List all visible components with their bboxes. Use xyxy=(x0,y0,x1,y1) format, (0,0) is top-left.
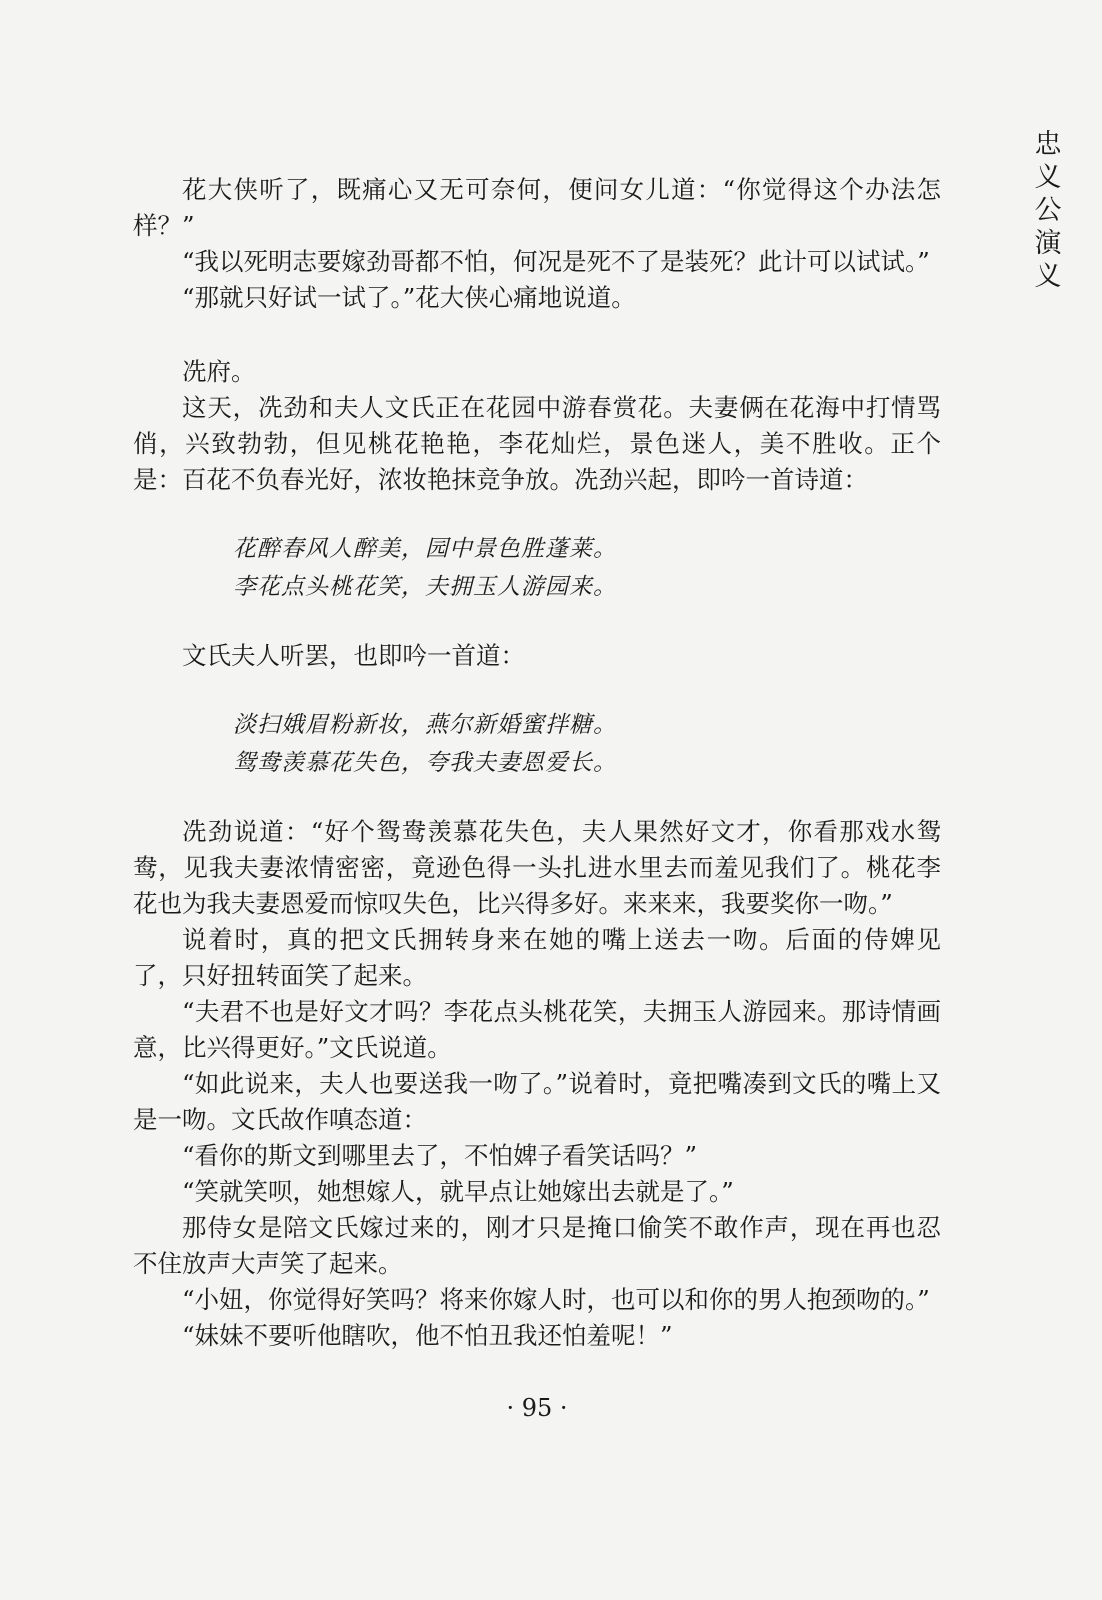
paragraph: “那就只好试一试了。”花大侠心痛地说道。 xyxy=(182,283,636,312)
poem-spacer xyxy=(133,782,941,814)
paragraph: “妹妹不要听他瞎吹，他不怕丑我还怕羞呢！” xyxy=(182,1321,673,1350)
paragraph: “我以死明志要嫁劲哥都不怕，何况是死不了是装死？此计可以试试。” xyxy=(182,247,930,276)
paragraph: 那侍女是陪文氏嫁过来的，刚才只是掩口偷笑不敢作声，现在再也忍不住放声大声笑了起来。 xyxy=(133,1213,941,1278)
paragraph: 冼劲说道：“好个鸳鸯羡慕花失色，夫人果然好文才，你看那戏水鸳鸯，见我夫妻浓情密密，竟逊色得一头扎进水里去而羞见我们了。桃花李花也为我夫妻恩爱而惊叹失色，比兴得多好。来来来，我要奖你一吻。” xyxy=(133,817,941,918)
poem-line: 花醉春风人醉美，园中景色胜蓬莱。 xyxy=(233,536,617,562)
poem-spacer xyxy=(133,606,941,638)
paragraph: 花大侠听了，既痛心又无可奈何，便问女儿道：“你觉得这个办法怎样？” xyxy=(133,175,941,240)
paragraph: “笑就笑呗，她想嫁人，就早点让她嫁出去就是了。” xyxy=(182,1177,734,1206)
paragraph: 文氏夫人听罢，也即吟一首道： xyxy=(182,641,525,670)
paragraph: “看你的斯文到哪里去了，不怕婢子看笑话吗？” xyxy=(182,1141,698,1170)
paragraph: “如此说来，夫人也要送我一吻了。”说着时，竟把嘴凑到文氏的嘴上又是一吻。文氏故作嗔态道： xyxy=(133,1069,941,1134)
title-char: 义 xyxy=(1034,261,1062,292)
paragraph: 说着时，真的把文氏拥转身来在她的嘴上送去一吻。后面的侍婢见了，只好扭转面笑了起来。 xyxy=(133,925,941,990)
running-header-title xyxy=(1028,128,1068,293)
poem-line: 李花点头桃花笑，夫拥玉人游园来。 xyxy=(233,574,617,600)
title-char: 忠 xyxy=(1034,129,1062,160)
paragraph: 冼府。 xyxy=(182,357,256,386)
title-char: 义 xyxy=(1034,162,1062,193)
footer-spacer xyxy=(133,1354,941,1390)
poem-spacer xyxy=(133,674,941,706)
paragraph: 这天，冼劲和夫人文氏正在花园中游春赏花。夫妻俩在花海中打情骂俏，兴致勃勃，但见桃花艳艳，李花灿烂，景色迷人，美不胜收。正个是：百花不负春光好，浓妆艳抹竞争放。冼劲兴起，即吟一首诗道： xyxy=(133,393,941,494)
paragraph: “小妞，你觉得好笑吗？将来你嫁人时，也可以和你的男人抱颈吻的。” xyxy=(182,1285,930,1314)
poem-spacer xyxy=(133,498,941,530)
poem-line: 鸳鸯羡慕花失色，夸我夫妻恩爱长。 xyxy=(233,750,617,776)
title-char: 演 xyxy=(1034,228,1062,259)
poem-line: 淡扫娥眉粉新妆，燕尔新婚蜜拌糖。 xyxy=(233,712,617,738)
title-char: 公 xyxy=(1034,195,1062,226)
body-text xyxy=(133,172,941,1426)
paragraph: “夫君不也是好文才吗？李花点头桃花笑，夫拥玉人游园来。那诗情画意，比兴得更好。”文氏说道。 xyxy=(133,997,941,1062)
page-number: · 95 · xyxy=(506,1394,568,1422)
section-break xyxy=(133,316,941,354)
